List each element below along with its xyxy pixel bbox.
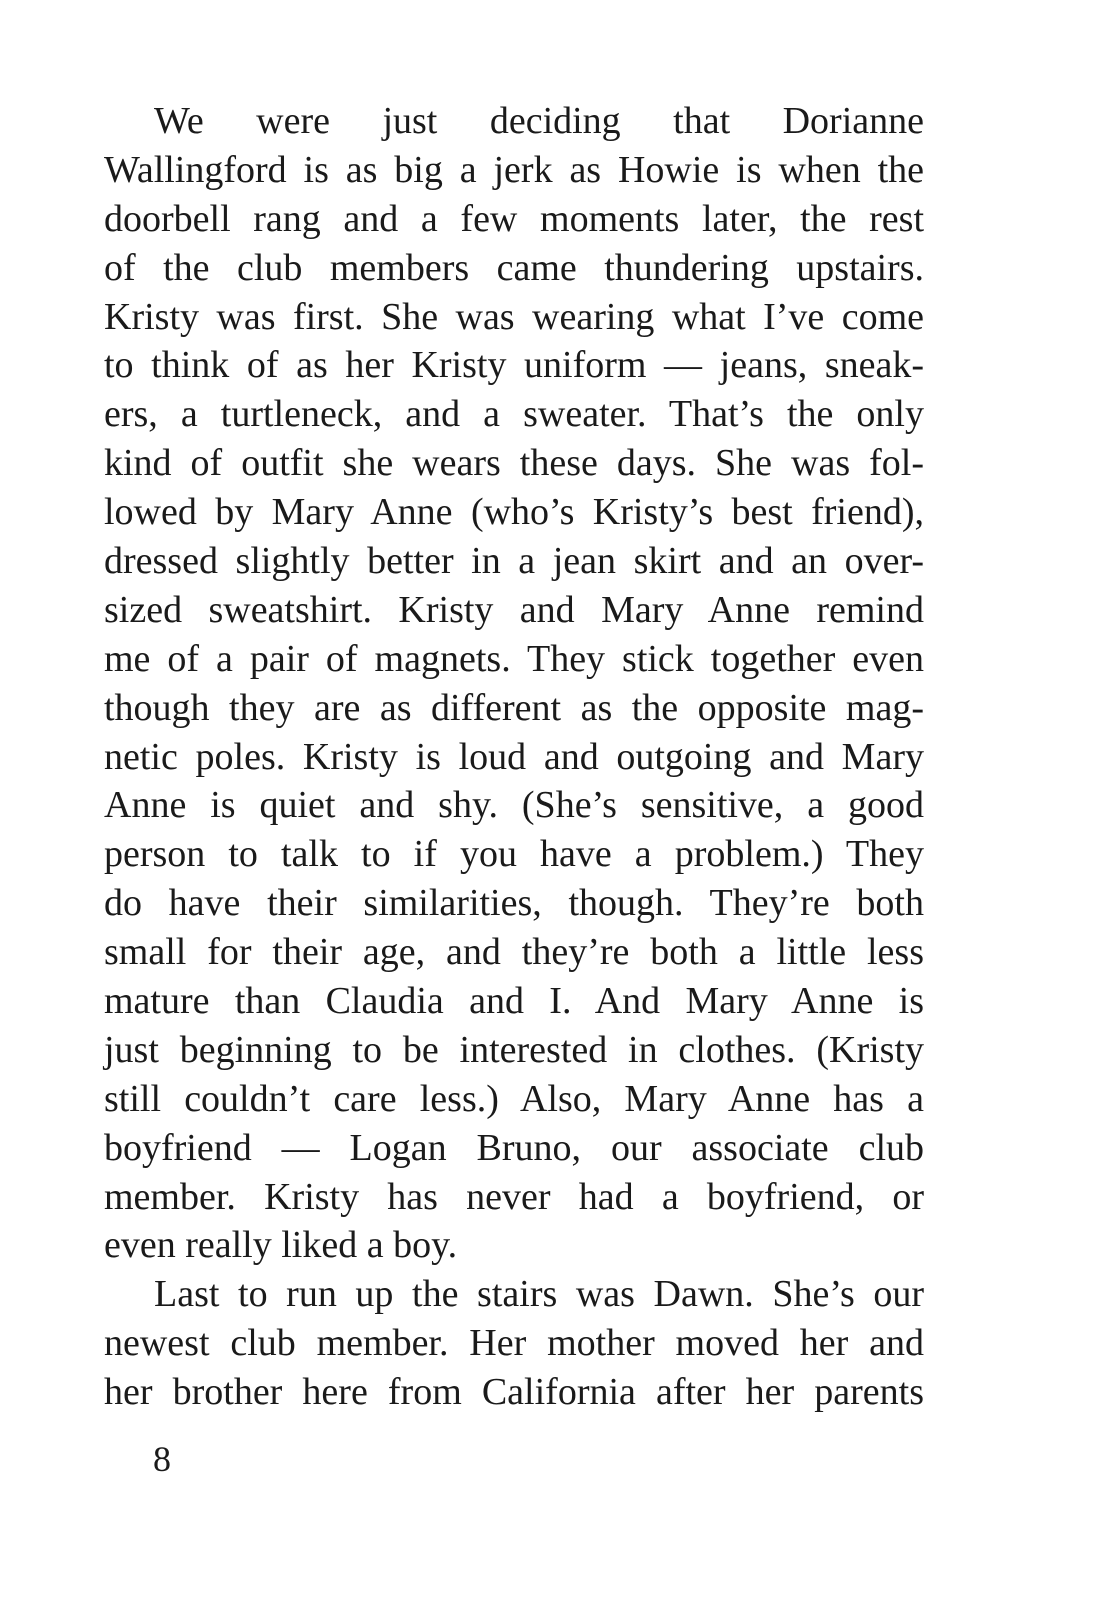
- text-line: doorbell rang and a few moments later, the rest: [104, 197, 924, 240]
- text-line: just beginning to be interested in clothes. (Kristy: [104, 1028, 924, 1071]
- text-line: still couldn’t care less.) Also, Mary Anne has a: [104, 1077, 924, 1120]
- text-line: Wallingford is as big a jerk as Howie is when the: [104, 148, 924, 191]
- text-line: We were just deciding that Dorianne: [154, 100, 924, 142]
- text-line: netic poles. Kristy is loud and outgoing and Mary: [104, 735, 924, 778]
- text-line: person to talk to if you have a problem.) They: [104, 833, 924, 876]
- text-line: mature than Claudia and I. And Mary Anne is: [104, 980, 924, 1023]
- text-line: member. Kristy has never had a boyfriend, or: [104, 1175, 924, 1218]
- text-line: Last to run up the stairs was Dawn. She’s our: [154, 1273, 924, 1316]
- text-line: Kristy was first. She was wearing what I’ve come: [104, 295, 924, 338]
- text-line: even really liked a boy.: [104, 1224, 458, 1267]
- text-line: sized sweatshirt. Kristy and Mary Anne remind: [104, 588, 924, 631]
- paragraph-1: [104, 97, 924, 1270]
- text-line: boyfriend — Logan Bruno, our associate club: [104, 1126, 924, 1169]
- text-line: kind of outfit she wears these days. She was fol-: [104, 442, 924, 485]
- text-line: small for their age, and they’re both a little less: [104, 931, 924, 974]
- text-line: newest club member. Her mother moved her and: [104, 1322, 924, 1365]
- text-line: of the club members came thundering upstairs.: [104, 246, 924, 289]
- text-line: Anne is quiet and shy. (She’s sensitive, a good: [104, 784, 924, 827]
- text-line: her brother here from California after her parents: [104, 1371, 924, 1414]
- paragraph-2: [104, 1270, 924, 1417]
- text-line: dressed slightly better in a jean skirt and an over-: [104, 540, 924, 583]
- text-line: do have their similarities, though. They’re both: [104, 882, 924, 925]
- text-line: me of a pair of magnets. They stick together even: [104, 637, 924, 680]
- body-text: [104, 97, 924, 1417]
- text-line: though they are as different as the opposite mag-: [104, 686, 924, 729]
- page-number: 8: [153, 1439, 171, 1479]
- text-line: ers, a turtleneck, and a sweater. That’s the only: [104, 393, 924, 436]
- text-line: to think of as her Kristy uniform — jeans, sneak-: [104, 344, 924, 387]
- text-line: lowed by Mary Anne (who’s Kristy’s best friend),: [104, 491, 924, 534]
